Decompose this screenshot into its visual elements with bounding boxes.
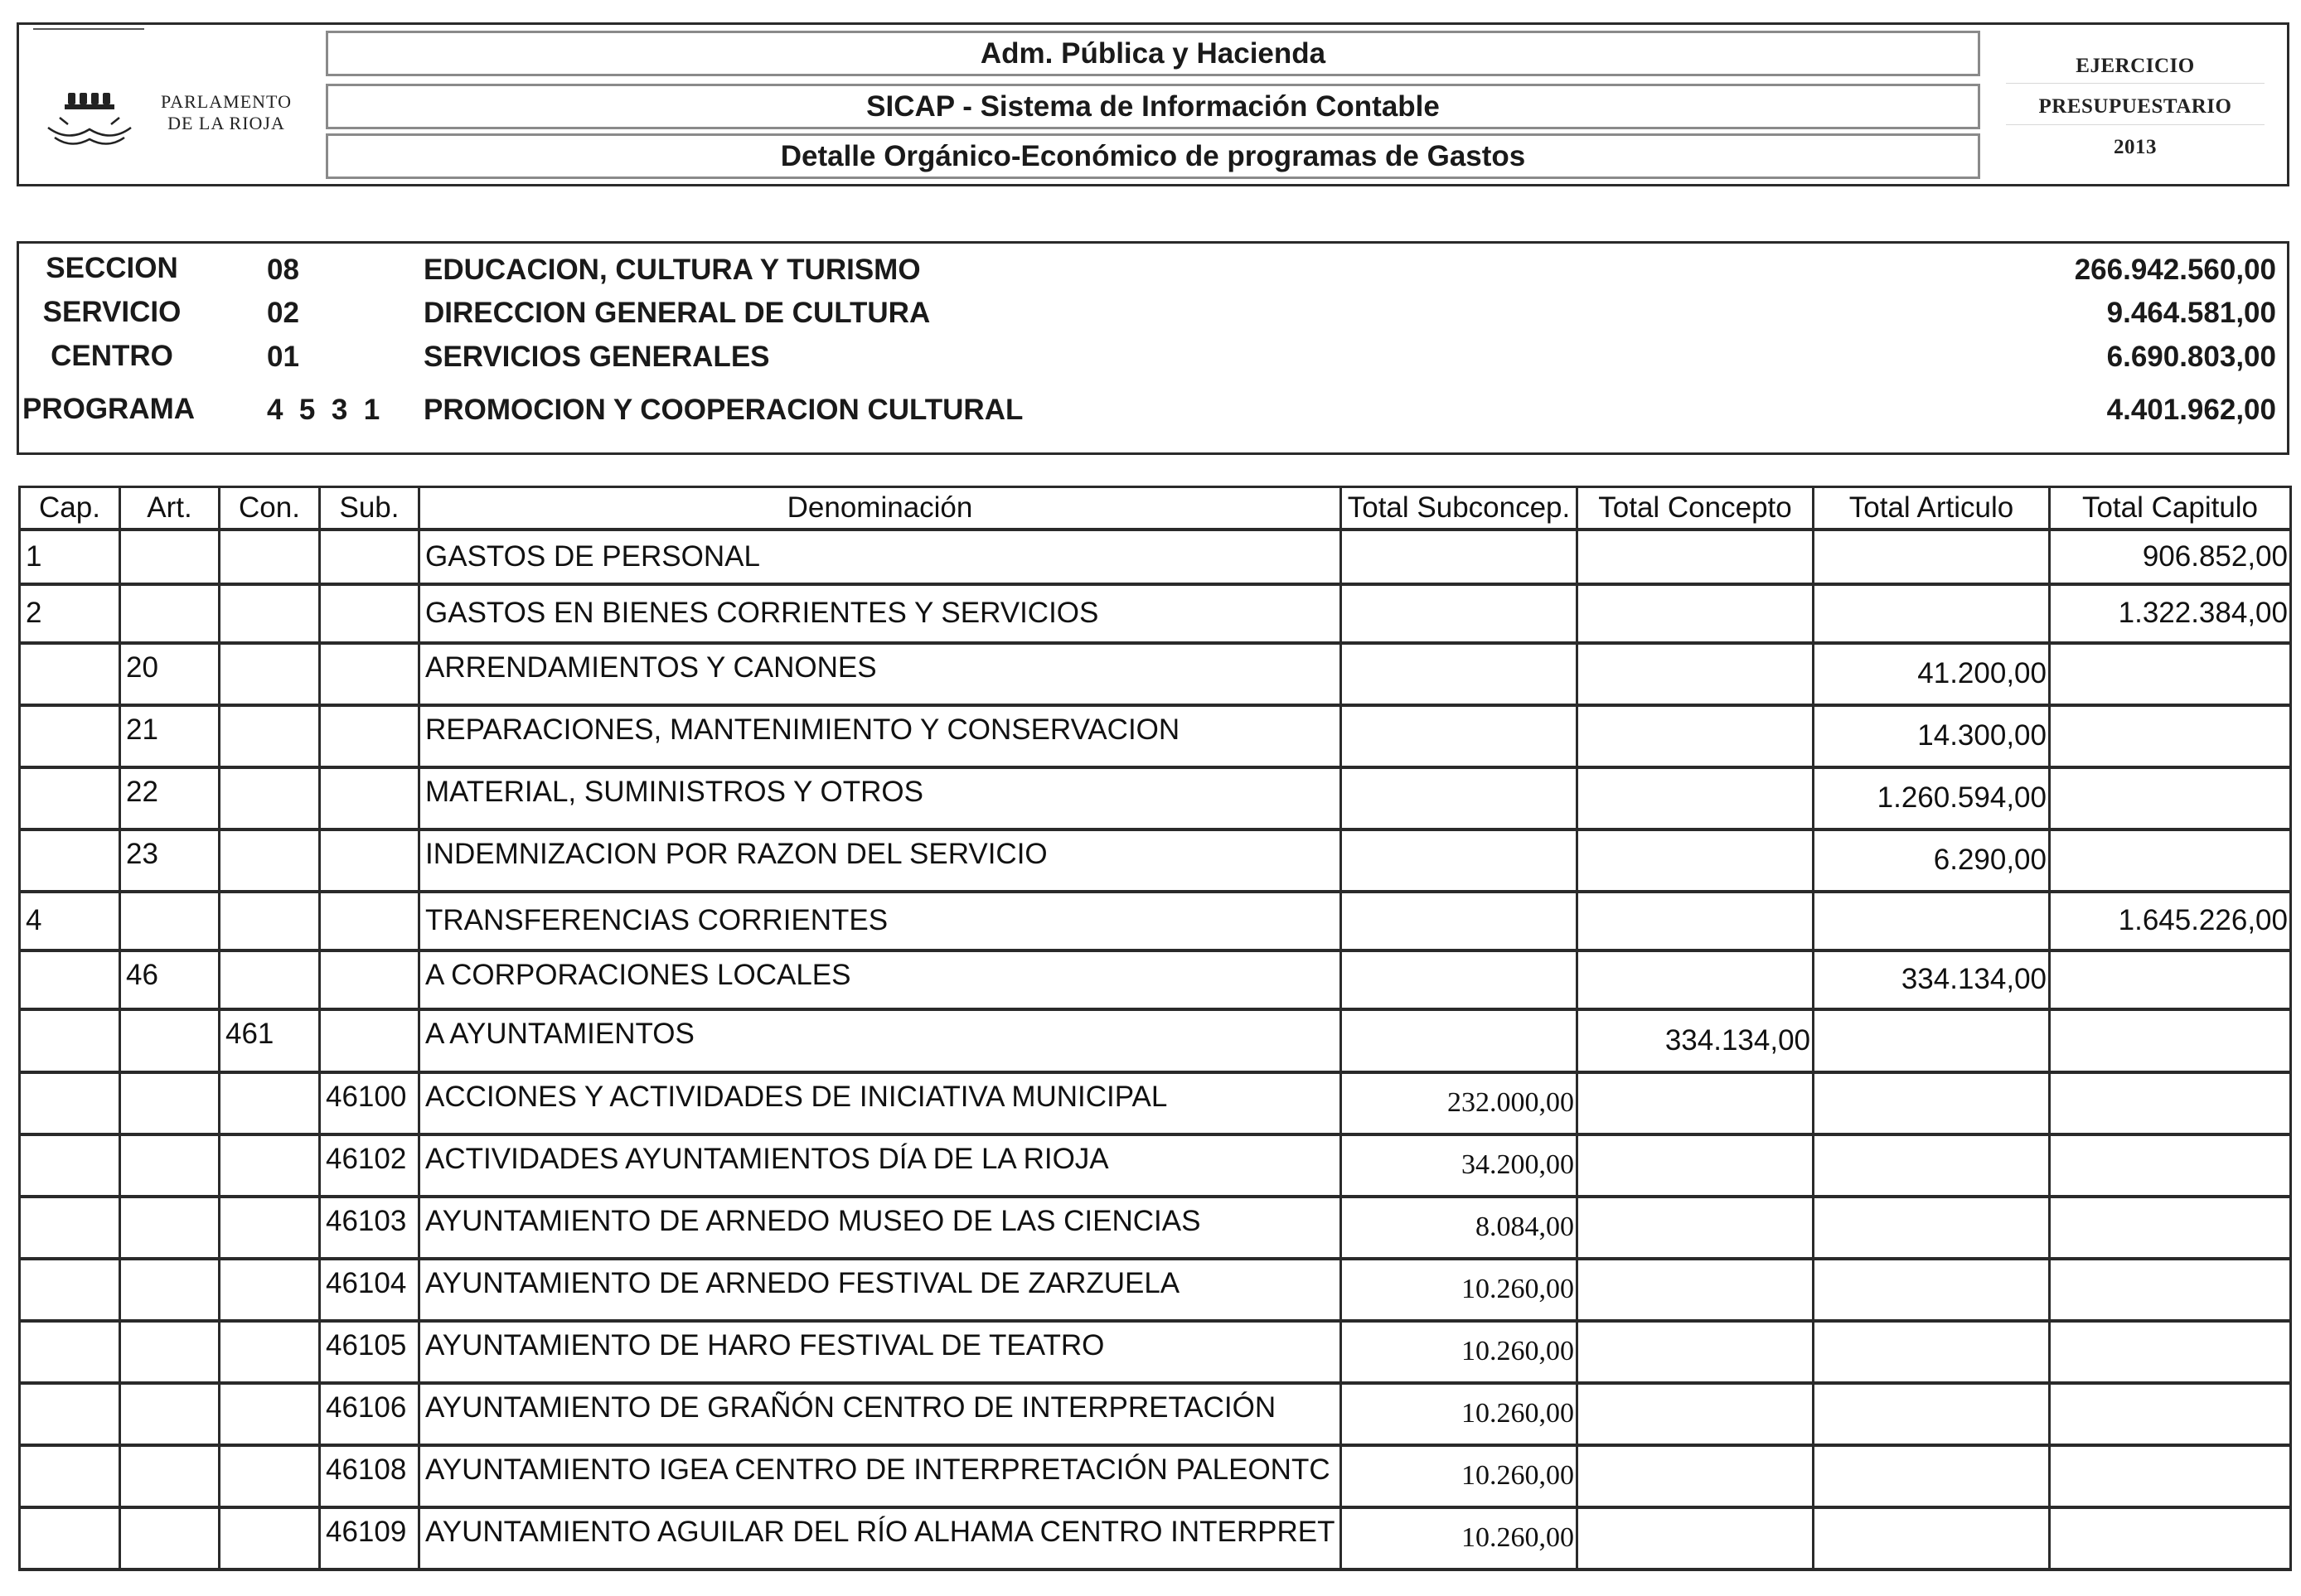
seccion-name: EDUCACION, CULTURA Y TURISMO [424,254,921,286]
sub-cell: 46109 [320,1507,419,1569]
total-articulo-cell [1814,1321,2050,1383]
total-subconcepto-cell: 232.000,00 [1341,1072,1577,1134]
denominacion-cell: ACCIONES Y ACTIVIDADES DE INICIATIVA MUNICIPAL [419,1072,1341,1134]
parliament-crest-icon [43,89,167,154]
cap-cell [20,1445,120,1507]
cap-cell [20,1009,120,1072]
art-cell: 22 [120,767,220,829]
fiscal-divider [2006,124,2265,125]
art-cell [120,1197,220,1259]
total-subconcepto-cell [1341,829,1577,892]
servicio-amount: 9.464.581,00 [2106,297,2276,329]
total-capitulo-cell: 1.322.384,00 [2050,584,2291,643]
denominacion-cell: AYUNTAMIENTO DE HARO FESTIVAL DE TEATRO [419,1321,1341,1383]
total-capitulo-cell [2050,1321,2291,1383]
cap-cell: 2 [20,584,120,643]
sub-cell: 46108 [320,1445,419,1507]
fiscal-year: 2013 [2114,136,2157,158]
col-header-total-articulo: Total Articulo [1814,487,2050,530]
con-cell [220,767,320,829]
cap-cell [20,1072,120,1134]
table-row [20,829,2291,892]
art-cell: 46 [120,950,220,1009]
total-capitulo-cell [2050,705,2291,767]
total-articulo-cell [1814,1009,2050,1072]
logo-rule [33,28,144,30]
table-row [20,1445,2291,1507]
total-capitulo-cell [2050,1009,2291,1072]
table-row [20,705,2291,767]
con-cell [220,1507,320,1569]
programa-amount: 4.401.962,00 [2106,394,2276,426]
table-row [20,767,2291,829]
con-cell [220,1383,320,1445]
cap-cell [20,1259,120,1321]
programa-label: PROGRAMA [22,393,196,425]
total-concepto-cell [1577,1507,1814,1569]
sub-cell: 46104 [320,1259,419,1321]
total-concepto-cell [1577,1321,1814,1383]
total-subconcepto-cell [1341,530,1577,584]
total-subconcepto-cell [1341,643,1577,705]
title-system: SICAP - Sistema de Información Contable [326,84,1980,129]
art-cell [120,1134,220,1197]
fiscal-divider [2006,83,2265,84]
cap-cell [20,950,120,1009]
budget-table [18,486,2292,1571]
servicio-name: DIRECCION GENERAL DE CULTURA [424,297,931,329]
total-articulo-cell [1814,530,2050,584]
art-cell [120,1383,220,1445]
con-cell [220,829,320,892]
total-subconcepto-cell: 8.084,00 [1341,1197,1577,1259]
denominacion-cell: A AYUNTAMIENTOS [419,1009,1341,1072]
cap-cell [20,829,120,892]
col-header-art: Art. [120,487,220,530]
total-subconcepto-cell: 10.260,00 [1341,1321,1577,1383]
total-concepto-cell [1577,643,1814,705]
centro-label: CENTRO [51,340,173,372]
art-cell [120,1445,220,1507]
con-cell [220,1321,320,1383]
sub-cell: 46100 [320,1072,419,1134]
con-cell [220,892,320,950]
table-row [20,1134,2291,1197]
centro-name: SERVICIOS GENERALES [424,341,770,373]
total-articulo-cell: 334.134,00 [1814,950,2050,1009]
cap-cell [20,705,120,767]
table-row [20,1009,2291,1072]
denominacion-cell: AYUNTAMIENTO IGEA CENTRO DE INTERPRETACIÓN PALEONTC [419,1445,1341,1507]
total-concepto-cell [1577,584,1814,643]
denominacion-cell: AYUNTAMIENTO DE ARNEDO FESTIVAL DE ZARZUELA [419,1259,1341,1321]
con-cell [220,1072,320,1134]
col-header-cap: Cap. [20,487,120,530]
total-articulo-cell: 1.260.594,00 [1814,767,2050,829]
sub-cell [320,767,419,829]
total-articulo-cell: 14.300,00 [1814,705,2050,767]
sub-cell [320,829,419,892]
total-capitulo-cell [2050,1197,2291,1259]
art-cell: 20 [120,643,220,705]
table-row [20,892,2291,950]
con-cell [220,530,320,584]
table-row [20,584,2291,643]
sub-cell: 46103 [320,1197,419,1259]
total-capitulo-cell [2050,1445,2291,1507]
col-header-total-concepto: Total Concepto [1577,487,1814,530]
denominacion-cell: TRANSFERENCIAS CORRIENTES [419,892,1341,950]
table-row [20,1072,2291,1134]
cap-cell [20,1134,120,1197]
art-cell: 21 [120,705,220,767]
con-cell: 461 [220,1009,320,1072]
org-name [151,91,302,134]
fiscal-label-2: PRESUPUESTARIO [2038,95,2232,118]
total-subconcepto-cell: 10.260,00 [1341,1259,1577,1321]
con-cell [220,1259,320,1321]
sub-cell [320,530,419,584]
total-concepto-cell [1577,892,1814,950]
servicio-label: SERVICIO [42,296,182,328]
total-capitulo-cell [2050,1507,2291,1569]
table-header-row [20,487,2291,530]
art-cell [120,1259,220,1321]
total-subconcepto-cell [1341,892,1577,950]
total-articulo-cell [1814,1507,2050,1569]
total-concepto-cell [1577,1259,1814,1321]
total-concepto-cell [1577,1134,1814,1197]
sub-cell: 46102 [320,1134,419,1197]
art-cell [120,584,220,643]
total-concepto-cell [1577,950,1814,1009]
centro-amount: 6.690.803,00 [2106,341,2276,373]
cap-cell: 1 [20,530,120,584]
total-concepto-cell [1577,1383,1814,1445]
servicio-code: 02 [267,297,299,329]
total-capitulo-cell [2050,1383,2291,1445]
table-row [20,1321,2291,1383]
denominacion-cell: MATERIAL, SUMINISTROS Y OTROS [419,767,1341,829]
total-subconcepto-cell [1341,584,1577,643]
col-header-denominacion: Denominación [419,487,1341,530]
cap-cell [20,767,120,829]
cap-cell [20,1321,120,1383]
total-subconcepto-cell: 10.260,00 [1341,1507,1577,1569]
table-row [20,950,2291,1009]
denominacion-cell: AYUNTAMIENTO AGUILAR DEL RÍO ALHAMA CENTRO INTERPRET [419,1507,1341,1569]
art-cell [120,1321,220,1383]
table-row [20,1507,2291,1569]
denominacion-cell: ARRENDAMIENTOS Y CANONES [419,643,1341,705]
total-concepto-cell [1577,530,1814,584]
cap-cell [20,1197,120,1259]
table-row [20,530,2291,584]
sub-cell: 46106 [320,1383,419,1445]
total-articulo-cell: 41.200,00 [1814,643,2050,705]
total-concepto-cell [1577,1445,1814,1507]
denominacion-cell: GASTOS EN BIENES CORRIENTES Y SERVICIOS [419,584,1341,643]
denominacion-cell: INDEMNIZACION POR RAZON DEL SERVICIO [419,829,1341,892]
programa-name: PROMOCION Y COOPERACION CULTURAL [424,394,1024,426]
total-subconcepto-cell: 10.260,00 [1341,1445,1577,1507]
centro-code: 01 [267,341,299,373]
con-cell [220,950,320,1009]
cap-cell [20,1383,120,1445]
sub-cell [320,1009,419,1072]
total-capitulo-cell [2050,829,2291,892]
con-cell [220,1134,320,1197]
table-row [20,1259,2291,1321]
total-articulo-cell [1814,1259,2050,1321]
table-row [20,1383,2291,1445]
cap-cell [20,643,120,705]
con-cell [220,705,320,767]
seccion-label: SECCION [46,252,178,284]
total-concepto-cell [1577,1072,1814,1134]
total-concepto-cell: 334.134,00 [1577,1009,1814,1072]
denominacion-cell: AYUNTAMIENTO DE GRAÑÓN CENTRO DE INTERPRETACIÓN [419,1383,1341,1445]
total-articulo-cell [1814,584,2050,643]
sub-cell: 46105 [320,1321,419,1383]
denominacion-cell: GASTOS DE PERSONAL [419,530,1341,584]
total-subconcepto-cell [1341,950,1577,1009]
total-subconcepto-cell [1341,705,1577,767]
sub-cell [320,643,419,705]
sub-cell [320,705,419,767]
table-row [20,643,2291,705]
denominacion-cell: A CORPORACIONES LOCALES [419,950,1341,1009]
con-cell [220,584,320,643]
total-articulo-cell [1814,1445,2050,1507]
art-cell [120,530,220,584]
art-cell [120,1072,220,1134]
org-name-line-2: DE LA RIOJA [167,113,285,133]
cap-cell: 4 [20,892,120,950]
denominacion-cell: REPARACIONES, MANTENIMIENTO Y CONSERVACION [419,705,1341,767]
art-cell [120,892,220,950]
denominacion-cell: AYUNTAMIENTO DE ARNEDO MUSEO DE LAS CIENCIAS [419,1197,1341,1259]
total-concepto-cell [1577,705,1814,767]
sub-cell [320,892,419,950]
col-header-con: Con. [220,487,320,530]
total-concepto-cell [1577,767,1814,829]
total-capitulo-cell [2050,1259,2291,1321]
cap-cell [20,1507,120,1569]
total-subconcepto-cell [1341,767,1577,829]
art-cell: 23 [120,829,220,892]
total-articulo-cell [1814,892,2050,950]
total-subconcepto-cell: 10.260,00 [1341,1383,1577,1445]
sub-cell [320,584,419,643]
fiscal-label-1: EJERCICIO [2076,55,2195,77]
total-concepto-cell [1577,1197,1814,1259]
sub-cell [320,950,419,1009]
seccion-code: 08 [267,254,299,286]
title-department: Adm. Pública y Hacienda [326,31,1980,76]
total-subconcepto-cell: 34.200,00 [1341,1134,1577,1197]
art-cell [120,1009,220,1072]
total-articulo-cell [1814,1197,2050,1259]
seccion-amount: 266.942.560,00 [2074,254,2276,286]
total-articulo-cell [1814,1134,2050,1197]
con-cell [220,643,320,705]
total-capitulo-cell [2050,1134,2291,1197]
total-capitulo-cell: 906.852,00 [2050,530,2291,584]
total-capitulo-cell [2050,767,2291,829]
total-concepto-cell [1577,829,1814,892]
con-cell [220,1197,320,1259]
programa-code: 4 5 3 1 [267,394,380,426]
con-cell [220,1445,320,1507]
table-row [20,1197,2291,1259]
total-articulo-cell [1814,1072,2050,1134]
total-capitulo-cell [2050,950,2291,1009]
col-header-total-subconcepto: Total Subconcep. [1341,487,1577,530]
total-capitulo-cell [2050,1072,2291,1134]
col-header-total-capitulo: Total Capitulo [2050,487,2291,530]
total-capitulo-cell: 1.645.226,00 [2050,892,2291,950]
denominacion-cell: ACTIVIDADES AYUNTAMIENTOS DÍA DE LA RIOJA [419,1134,1341,1197]
org-name-line-1: PARLAMENTO [161,91,292,112]
total-articulo-cell [1814,1383,2050,1445]
art-cell [120,1507,220,1569]
total-capitulo-cell [2050,643,2291,705]
col-header-sub: Sub. [320,487,419,530]
title-report: Detalle Orgánico-Económico de programas de Gastos [326,133,1980,179]
total-articulo-cell: 6.290,00 [1814,829,2050,892]
total-subconcepto-cell [1341,1009,1577,1072]
